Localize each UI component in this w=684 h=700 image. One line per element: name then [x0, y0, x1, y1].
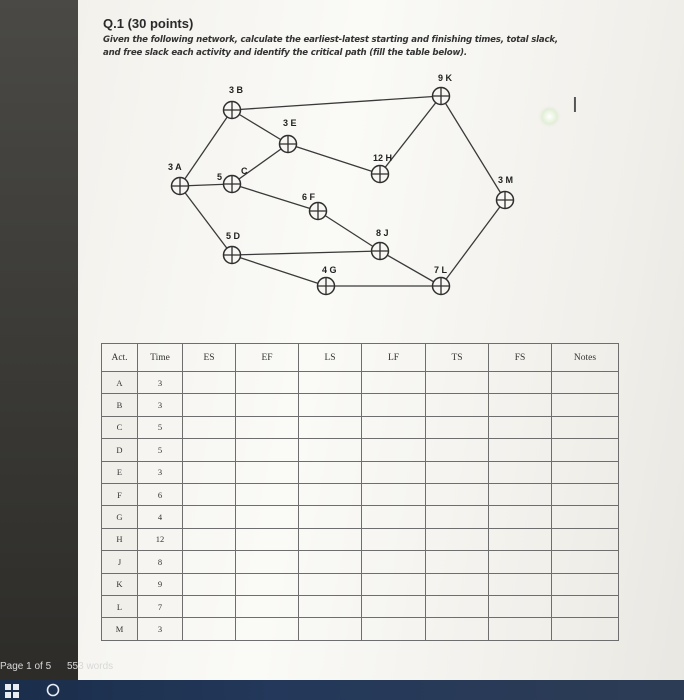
- cell-time: 3: [138, 461, 183, 483]
- node-L: [433, 278, 450, 295]
- cell-ls-empty[interactable]: [299, 618, 362, 640]
- table-row: [102, 372, 619, 394]
- edge-B-E: [232, 110, 288, 144]
- cell-activity: B: [102, 394, 138, 416]
- cell-fs-empty[interactable]: [489, 528, 552, 550]
- cell-ef-empty[interactable]: [236, 595, 299, 617]
- cell-ef-empty[interactable]: [236, 461, 299, 483]
- table-row: [102, 461, 619, 483]
- cell-fs-empty[interactable]: [489, 394, 552, 416]
- cell-es-empty[interactable]: [183, 394, 236, 416]
- cell-ts-empty[interactable]: [426, 595, 489, 617]
- cell-ef-empty[interactable]: [236, 573, 299, 595]
- cell-fs-empty[interactable]: [489, 618, 552, 640]
- cell-es-empty[interactable]: [183, 573, 236, 595]
- node-G: [318, 278, 335, 295]
- cell-ts-empty[interactable]: [426, 461, 489, 483]
- cell-activity: K: [102, 573, 138, 595]
- cell-fs-empty[interactable]: [489, 506, 552, 528]
- cell-fs-empty[interactable]: [489, 439, 552, 461]
- cell-lf-empty[interactable]: [362, 439, 426, 461]
- cell-ls-empty[interactable]: [299, 416, 362, 438]
- cell-notes-empty[interactable]: [552, 551, 619, 573]
- cell-ls-empty[interactable]: [299, 394, 362, 416]
- header-ef: EF: [236, 344, 299, 372]
- cell-notes-empty[interactable]: [552, 506, 619, 528]
- cell-es-empty[interactable]: [183, 461, 236, 483]
- table-row: [102, 439, 619, 461]
- cell-notes-empty[interactable]: [552, 573, 619, 595]
- cell-lf-empty[interactable]: [362, 506, 426, 528]
- node-label-H: 12 H: [373, 153, 393, 163]
- cell-ef-empty[interactable]: [236, 394, 299, 416]
- cell-lf-empty[interactable]: [362, 551, 426, 573]
- node-label-E: 3 E: [283, 118, 297, 128]
- cell-ef-empty[interactable]: [236, 439, 299, 461]
- cell-es-empty[interactable]: [183, 439, 236, 461]
- node-label-F: 6 F: [302, 192, 316, 202]
- table-row: [102, 551, 619, 573]
- node-label-C: C: [241, 166, 248, 176]
- cell-activity: G: [102, 506, 138, 528]
- cell-es-empty[interactable]: [183, 483, 236, 505]
- table-row: [102, 416, 619, 438]
- table-row: [102, 618, 619, 640]
- cell-fs-empty[interactable]: [489, 461, 552, 483]
- cell-es-empty[interactable]: [183, 528, 236, 550]
- cell-ls-empty[interactable]: [299, 551, 362, 573]
- edge-E-H: [288, 144, 380, 174]
- node-H: [372, 166, 389, 183]
- cell-fs-empty[interactable]: [489, 416, 552, 438]
- edge-D-J: [232, 251, 380, 255]
- question-title: Q.1 (30 points): [103, 16, 194, 31]
- cell-notes-empty[interactable]: [552, 483, 619, 505]
- node-A: [172, 178, 189, 195]
- cell-activity: D: [102, 439, 138, 461]
- node-label-L: 7 L: [434, 265, 448, 275]
- header-ts: TS: [426, 344, 489, 372]
- table-row: [102, 528, 619, 550]
- cell-ts-empty[interactable]: [426, 551, 489, 573]
- cell-fs-empty[interactable]: [489, 551, 552, 573]
- cell-notes-empty[interactable]: [552, 528, 619, 550]
- word-count[interactable]: 553 words: [67, 661, 114, 672]
- cell-lf-empty[interactable]: [362, 461, 426, 483]
- cell-es-empty[interactable]: [183, 551, 236, 573]
- table-header-row: [102, 344, 619, 372]
- cell-notes-empty[interactable]: [552, 595, 619, 617]
- cell-time: 9: [138, 573, 183, 595]
- node-F: [310, 203, 327, 220]
- cell-activity: F: [102, 483, 138, 505]
- cell-time: 3: [138, 618, 183, 640]
- cell-es-empty[interactable]: [183, 506, 236, 528]
- header-fs: FS: [489, 344, 552, 372]
- edge-J-L: [380, 251, 441, 286]
- cell-activity: L: [102, 595, 138, 617]
- cell-ts-empty[interactable]: [426, 372, 489, 394]
- cell-notes-empty[interactable]: [552, 439, 619, 461]
- cell-activity: H: [102, 528, 138, 550]
- edge-D-G: [232, 255, 326, 286]
- cell-ts-empty[interactable]: [426, 416, 489, 438]
- node-D: [224, 247, 241, 264]
- schedule-table: [101, 343, 619, 641]
- cell-lf-empty[interactable]: [362, 372, 426, 394]
- node-label-A: 3 A: [168, 162, 182, 172]
- cell-time: 3: [138, 372, 183, 394]
- cell-notes-empty[interactable]: [552, 394, 619, 416]
- cell-lf-empty[interactable]: [362, 416, 426, 438]
- cell-ts-empty[interactable]: [426, 573, 489, 595]
- cell-activity: C: [102, 416, 138, 438]
- header-es: ES: [183, 344, 236, 372]
- cell-activity: A: [102, 372, 138, 394]
- cell-activity: E: [102, 461, 138, 483]
- edge-C-E: [232, 144, 288, 184]
- cell-lf-empty[interactable]: [362, 573, 426, 595]
- node-label-M: 3 M: [498, 175, 514, 185]
- cell-lf-empty[interactable]: [362, 483, 426, 505]
- cell-fs-empty[interactable]: [489, 372, 552, 394]
- question-instructions-line-2: and free slack each activity and identify the critical path (fill the table below).: [103, 48, 467, 58]
- cell-ts-empty[interactable]: [426, 483, 489, 505]
- header-notes: Notes: [552, 344, 619, 372]
- cell-time: 5: [138, 416, 183, 438]
- node-label-J: 8 J: [376, 228, 389, 238]
- cell-notes-empty[interactable]: [552, 372, 619, 394]
- text-cursor-icon: I: [572, 93, 578, 117]
- cell-notes-empty[interactable]: [552, 416, 619, 438]
- node-M: [497, 192, 514, 209]
- search-icon[interactable]: [45, 682, 61, 698]
- cell-fs-empty[interactable]: [489, 483, 552, 505]
- cell-ef-empty[interactable]: [236, 528, 299, 550]
- cell-lf-empty[interactable]: [362, 394, 426, 416]
- cell-ef-empty[interactable]: [236, 506, 299, 528]
- cell-ts-empty[interactable]: [426, 618, 489, 640]
- edge-K-M: [441, 96, 505, 200]
- word-status-bar: [0, 655, 160, 677]
- cell-es-empty[interactable]: [183, 372, 236, 394]
- cell-ls-empty[interactable]: [299, 506, 362, 528]
- cell-ts-empty[interactable]: [426, 528, 489, 550]
- edge-B-K: [232, 96, 441, 110]
- node-label-D: 5 D: [226, 231, 241, 241]
- cell-ls-empty[interactable]: [299, 439, 362, 461]
- page-count[interactable]: Page 1 of 5: [0, 661, 52, 672]
- cell-time: 7: [138, 595, 183, 617]
- node-C: [224, 176, 241, 193]
- header-lf: LF: [362, 344, 426, 372]
- cell-time: 5: [138, 439, 183, 461]
- cell-es-empty[interactable]: [183, 595, 236, 617]
- cell-ts-empty[interactable]: [426, 439, 489, 461]
- cell-time: 6: [138, 483, 183, 505]
- edge-L-M: [441, 200, 505, 286]
- cell-ls-empty[interactable]: [299, 595, 362, 617]
- cell-ls-empty[interactable]: [299, 372, 362, 394]
- cell-lf-empty[interactable]: [362, 595, 426, 617]
- cell-time: 3: [138, 394, 183, 416]
- windows-start-icon[interactable]: [4, 683, 20, 699]
- cell-fs-empty[interactable]: [489, 595, 552, 617]
- cell-lf-empty[interactable]: [362, 528, 426, 550]
- cell-ts-empty[interactable]: [426, 394, 489, 416]
- cell-fs-empty[interactable]: [489, 573, 552, 595]
- edge-F-J: [318, 211, 380, 251]
- edge-A-D: [180, 186, 232, 255]
- cell-time: 4: [138, 506, 183, 528]
- node-label-K: 9 K: [438, 73, 453, 83]
- header-time: Time: [138, 344, 183, 372]
- header-ls: LS: [299, 344, 362, 372]
- header-act: Act.: [102, 344, 138, 372]
- table-row: [102, 394, 619, 416]
- node-E: [280, 136, 297, 153]
- taskbar: [0, 680, 684, 700]
- cell-ls-empty[interactable]: [299, 573, 362, 595]
- cell-notes-empty[interactable]: [552, 461, 619, 483]
- cell-lf-empty[interactable]: [362, 618, 426, 640]
- cell-ts-empty[interactable]: [426, 506, 489, 528]
- node-label-C-duration: 5: [217, 172, 223, 182]
- node-label-B: 3 B: [229, 85, 244, 95]
- cell-ef-empty[interactable]: [236, 416, 299, 438]
- cell-ef-empty[interactable]: [236, 483, 299, 505]
- cell-activity: M: [102, 618, 138, 640]
- cell-es-empty[interactable]: [183, 416, 236, 438]
- table-row: [102, 573, 619, 595]
- node-B: [224, 102, 241, 119]
- cell-activity: J: [102, 551, 138, 573]
- table-row: [102, 483, 619, 505]
- cell-ls-empty[interactable]: [299, 528, 362, 550]
- cell-time: 12: [138, 528, 183, 550]
- table-row: [102, 506, 619, 528]
- cell-notes-empty[interactable]: [552, 618, 619, 640]
- node-K: [433, 88, 450, 105]
- table-row: [102, 595, 619, 617]
- node-label-G: 4 G: [322, 265, 337, 275]
- cell-ls-empty[interactable]: [299, 461, 362, 483]
- cell-ef-empty[interactable]: [236, 618, 299, 640]
- node-J: [372, 243, 389, 260]
- cell-es-empty[interactable]: [183, 618, 236, 640]
- cell-ef-empty[interactable]: [236, 551, 299, 573]
- cell-ls-empty[interactable]: [299, 483, 362, 505]
- cell-time: 8: [138, 551, 183, 573]
- edge-A-B: [180, 110, 232, 186]
- cell-ef-empty[interactable]: [236, 372, 299, 394]
- question-instructions-line-1: Given the following network, calculate the earliest-latest starting and finishing times, total slack,: [103, 35, 558, 45]
